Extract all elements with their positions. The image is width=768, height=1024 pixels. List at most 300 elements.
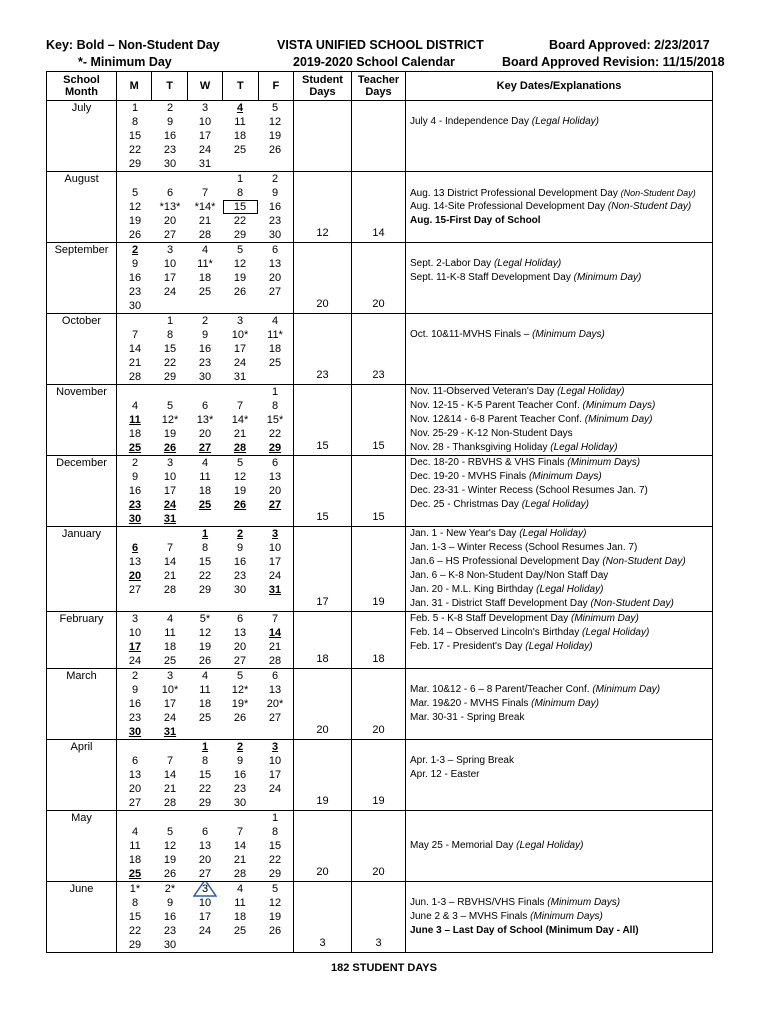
calendar-day: 3 [166,457,174,469]
key-date-line [410,228,712,242]
student-days-count: 19 [294,740,352,811]
key-date-line: Jan. 6 – K-8 Non-Student Day/Non Staff Day [410,570,609,581]
key-date-line [410,172,712,186]
calendar-day: 19 [268,911,282,923]
calendar-day: 27 [163,229,177,241]
week-line [117,285,293,299]
calendar-day: 15 [223,200,258,214]
calendar-day: 13* [196,414,214,426]
col-fri: F [272,80,280,92]
calendar-day: 4 [271,315,279,327]
key-date-line [410,796,712,810]
calendar-day: 4 [131,400,139,412]
week-line [117,186,293,200]
key-minimum-day: *- Minimum Day [78,55,172,69]
key-date-line [410,129,712,143]
calendar-day: 30 [268,229,282,241]
student-days-count: 20 [294,669,352,740]
calendar-day: 26 [128,229,142,241]
calendar-day: 11 [199,471,211,483]
calendar-day: 26 [163,442,177,454]
teacher-days-count: 15 [352,385,406,456]
month-days [117,101,294,172]
key-date-line: Oct. 10&11-MVHS Finals – (Minimum Days) [410,329,605,340]
calendar-day: 3 [271,741,279,753]
calendar-day: 6 [201,400,209,412]
calendar-day: 23 [163,144,177,156]
calendar-day: 29 [163,371,177,383]
calendar-day: 9 [131,471,139,483]
calendar-day: 15 [128,911,142,923]
calendar-day: 17 [163,698,177,710]
week-line [117,427,293,441]
calendar-day: 23 [233,570,247,582]
calendar-day: 27 [128,797,142,809]
calendar-day: 22 [233,215,247,227]
month-name: March [47,669,117,740]
key-date-line: Nov. 11-Observed Veteran's Day (Legal Holiday) [410,386,625,397]
calendar-day: 20 [128,570,142,582]
calendar-day: 1 [271,386,279,398]
month-days [117,811,294,882]
month-name: February [47,612,117,669]
teacher-days-count: 19 [352,527,406,612]
calendar-day: *13* [159,201,181,213]
calendar-day: 24 [163,286,177,298]
calendar-day: 4 [201,244,209,256]
calendar-day: 27 [198,868,212,880]
calendar-day: 18 [198,272,212,284]
calendar-day: 4 [236,102,244,114]
col-teacher-days: Teacher Days [352,72,406,101]
calendar-day: 4 [236,883,244,895]
calendar-day: 22 [163,357,177,369]
calendar-day: 5 [131,187,139,199]
calendar-day: 29 [128,158,142,170]
calendar-day: 22 [198,570,212,582]
week-line [117,640,293,654]
calendar-day: 21 [163,570,177,582]
calendar-day: 7 [166,755,174,767]
key-date-line [410,782,712,796]
key-dates [406,314,713,385]
teacher-days-count: 20 [352,243,406,314]
calendar-day: 26 [233,286,247,298]
calendar-day: 10 [198,116,212,128]
calendar-day: 7 [201,187,209,199]
calendar-day: 15* [266,414,284,426]
calendar-day: 6 [131,542,139,554]
calendar-day: 17 [233,343,247,355]
key-date-line: June 2 & 3 – MVHS Finals (Minimum Days) [410,911,603,922]
calendar-day: 13 [233,627,247,639]
key-date-line [410,811,712,825]
calendar-day: 2 [271,173,279,185]
key-dates [406,811,713,882]
week-line [117,683,293,697]
calendar-day: 20 [198,854,212,866]
triangle-marker-icon [193,882,217,898]
key-date-line: July 4 - Independence Day (Legal Holiday) [410,116,600,127]
calendar-day: 3 [271,528,279,540]
calendar-day: 4 [201,670,209,682]
calendar-day: 16 [198,343,212,355]
week-line [117,356,293,370]
key-date-line: Apr. 12 - Easter [410,769,480,780]
calendar-day: 12 [268,116,282,128]
calendar-day: 24 [268,783,282,795]
calendar-day: 20 [268,485,282,497]
week-line [117,342,293,356]
teacher-days-count: 15 [352,456,406,527]
calendar-day: 23 [198,357,212,369]
calendar-day: 5 [166,400,174,412]
calendar-day: 31 [163,513,177,525]
calendar-day: 19 [198,641,212,653]
calendar-day: 5 [236,670,244,682]
calendar-day: 7 [166,542,174,554]
month-days [117,612,294,669]
calendar-day: 14 [128,343,142,355]
calendar-day: 8 [271,400,279,412]
calendar-day: 8 [201,542,209,554]
key-date-line [410,867,712,881]
calendar-day: 30 [128,726,142,738]
calendar-day: 14* [231,414,249,426]
calendar-day: 6 [271,457,279,469]
calendar-day: 28 [233,442,247,454]
week-line [117,498,293,512]
calendar-day: 28 [198,229,212,241]
col-weekdays [117,72,294,101]
calendar-day: 8 [131,116,139,128]
calendar-day: 15 [268,840,282,852]
key-date-line: May 25 - Memorial Day (Legal Holiday) [410,840,584,851]
calendar-day: 16 [233,769,247,781]
week-line [117,711,293,725]
week-line [117,484,293,498]
key-date-line [410,157,712,171]
calendar-day: 25 [233,144,247,156]
calendar-day: 21 [268,641,282,653]
teacher-days-count: 18 [352,612,406,669]
key-dates [406,243,713,314]
week-line [117,853,293,867]
calendar-day: 4 [166,613,174,625]
calendar-day: 25 [128,442,142,454]
calendar-day: 16 [163,911,177,923]
calendar-day: 31 [163,726,177,738]
calendar-day: 14 [163,769,177,781]
calendar-day: 27 [268,712,282,724]
col-school-month: School Month [47,72,117,101]
calendar-day: 16 [268,201,282,213]
week-line [117,839,293,853]
calendar-day: 22 [268,854,282,866]
calendar-day: 22 [268,428,282,440]
calendar-day: 29 [268,442,282,454]
week-line [117,243,293,257]
calendar-day: 29 [198,797,212,809]
calendar-day: 22 [128,925,142,937]
calendar-day: 3 [201,102,209,114]
week-line [117,470,293,484]
calendar-day: 8 [131,897,139,909]
calendar-day: 20 [163,215,177,227]
week-line [117,200,293,214]
calendar-day: 28 [233,868,247,880]
calendar-day: 3 [236,315,244,327]
month-days [117,456,294,527]
key-date-line: Sept. 2-Labor Day (Legal Holiday) [410,258,562,269]
calendar-day: 9 [131,258,139,270]
teacher-days-count: 20 [352,669,406,740]
week-line [117,228,293,242]
calendar-day: 29 [198,584,212,596]
calendar-day: 9 [201,329,209,341]
calendar-day: 5 [166,826,174,838]
month-days [117,385,294,456]
key-date-line: Jan. 1-3 – Winter Recess (School Resumes Jan. 7) [410,542,638,553]
calendar-day: 11 [164,627,176,639]
month-name: May [47,811,117,882]
col-tue: T [152,72,187,100]
col-student-days: Student Days [294,72,352,101]
calendar-day: 2* [164,883,176,895]
key-date-line: Nov. 12-15 - K-5 Parent Teacher Conf. (Minimum Days) [410,400,656,411]
calendar-day: 4 [131,826,139,838]
month-days [117,172,294,243]
key-date-line [410,825,712,839]
key-date-line: Feb. 14 – Observed Lincoln's Birthday (Legal Holiday) [410,627,650,638]
week-line [117,740,293,754]
calendar-day: 23 [268,215,282,227]
calendar-day: 9 [271,187,279,199]
calendar-day: 5 [236,457,244,469]
calendar-day: 30 [233,584,247,596]
week-line [117,101,293,115]
calendar-day: 26 [233,499,247,511]
week-line [117,626,293,640]
month-row-july [47,101,713,172]
calendar-day: 6 [201,826,209,838]
calendar-day: 1* [129,883,141,895]
calendar-day: 1 [166,315,174,327]
calendar-day: 11 [129,414,141,426]
col-wed: W [188,72,223,100]
col-mon: M [117,72,152,100]
key-date-line [410,725,712,739]
key-dates [406,669,713,740]
week-line [117,583,293,597]
calendar-day: 23 [128,712,142,724]
key-date-line: Dec. 18-20 - RBVHS & VHS Finals (Minimum Days) [410,457,641,468]
calendar-day: 28 [128,371,142,383]
student-days-count: 18 [294,612,352,669]
calendar-day: 30 [233,797,247,809]
key-dates [406,882,713,953]
week-line [117,314,293,328]
week-line [117,299,293,313]
calendar-day: 17 [268,556,282,568]
calendar-day: 12* [231,684,249,696]
calendar-day: 17 [198,911,212,923]
key-date-line: Jan. 20 - M.L. King Birthday (Legal Holiday) [410,584,604,595]
key-date-line [410,370,712,384]
week-line [117,527,293,541]
calendar-day: 7 [271,613,279,625]
key-date-line: Dec. 23-31 - Winter Recess (School Resumes Jan. 7) [410,485,648,496]
student-days-count [294,101,352,172]
calendar-day: 28 [163,797,177,809]
calendar-day: 24 [163,712,177,724]
key-dates [406,101,713,172]
key-date-line: Feb. 17 - President's Day (Legal Holiday) [410,641,593,652]
calendar-day: 30 [163,158,177,170]
calendar-day: 10 [198,897,212,909]
calendar-day: 18 [198,485,212,497]
calendar-day: 16 [128,485,142,497]
month-name: September [47,243,117,314]
school-calendar-table [46,71,713,953]
key-date-line [410,853,712,867]
month-name: July [47,101,117,172]
calendar-day: 11 [234,116,246,128]
calendar-day: 3 [166,670,174,682]
calendar-day: 21 [233,854,247,866]
district-name: VISTA UNIFIED SCHOOL DISTRICT [277,38,484,52]
key-date-line [410,101,712,115]
calendar-day: 26 [268,925,282,937]
key-date-line: Apr. 1-3 – Spring Break [410,755,514,766]
total-student-days: 182 STUDENT DAYS [331,962,437,974]
calendar-day: 12 [233,471,247,483]
calendar-day: 6 [131,755,139,767]
calendar-day: 12 [163,840,177,852]
calendar-day: 3 [188,882,223,896]
calendar-day: 30 [128,300,142,312]
student-days-count: 20 [294,243,352,314]
calendar-day: 17 [268,769,282,781]
calendar-day: 6 [236,613,244,625]
calendar-day: 30 [198,371,212,383]
calendar-day: 10 [163,258,177,270]
key-date-line [410,669,712,683]
calendar-day: 29 [233,229,247,241]
calendar-day: 17 [128,641,142,653]
calendar-day: 2 [131,244,139,256]
month-days [117,527,294,612]
key-date-line: Nov. 28 - Thanksgiving Holiday (Legal Holiday) [410,442,618,453]
calendar-day: 23 [128,499,142,511]
calendar-day: 8 [166,329,174,341]
calendar-day: 25 [268,357,282,369]
calendar-day: 5 [271,102,279,114]
calendar-day: 5 [236,244,244,256]
week-line [117,115,293,129]
calendar-day: 9 [236,542,244,554]
month-row-may [47,811,713,882]
calendar-day: 8 [236,187,244,199]
month-row-september [47,243,713,314]
key-date-line [410,243,712,257]
key-date-line: Nov. 12&14 - 6-8 Parent Teacher Conf. (Minimum Day) [410,414,653,425]
calendar-day: 8 [271,826,279,838]
key-date-line [410,356,712,370]
calendar-day: 24 [268,570,282,582]
teacher-days-count: 20 [352,811,406,882]
calendar-day: 7 [131,329,139,341]
key-date-line: June 3 – Last Day of School (Minimum Day - All) [410,925,639,936]
week-line [117,129,293,143]
calendar-day: 7 [236,400,244,412]
calendar-day: 5 [271,883,279,895]
calendar-day: 11 [129,840,141,852]
calendar-day: 22 [128,144,142,156]
key-date-line: Aug. 13 District Professional Development Day (Non-Student Day) [410,188,696,199]
calendar-day: 21 [163,783,177,795]
calendar-day: 26 [233,712,247,724]
calendar-day: 20 [233,641,247,653]
month-row-february [47,612,713,669]
calendar-day: 18 [163,641,177,653]
calendar-day: 29 [268,868,282,880]
key-date-line [410,512,712,526]
week-line [117,867,293,881]
key-date-line: Aug. 15-First Day of School [410,215,541,226]
calendar-day: 28 [163,584,177,596]
month-row-march [47,669,713,740]
key-date-line: Jan. 1 - New Year's Day (Legal Holiday) [410,528,587,539]
board-revision: Board Approved Revision: 11/15/2018 [502,55,725,69]
week-line [117,172,293,186]
calendar-day: 25 [198,286,212,298]
calendar-day: 25 [198,499,212,511]
calendar-day: 9 [166,897,174,909]
calendar-day: 8 [201,755,209,767]
key-date-line: Jan.6 – HS Professional Development Day (Non-Student Day) [410,556,686,567]
calendar-day: 18 [128,854,142,866]
month-days [117,669,294,740]
key-date-line: Dec. 25 - Christmas Day (Legal Holiday) [410,499,589,510]
calendar-day: 15 [128,130,142,142]
key-date-line: Mar. 19&20 - MVHS Finals (Minimum Day) [410,698,599,709]
student-days-count: 20 [294,811,352,882]
calendar-title: 2019-2020 School Calendar [293,55,455,69]
student-days-count: 12 [294,172,352,243]
week-line [117,654,293,668]
calendar-day: 31 [233,371,247,383]
key-dates [406,172,713,243]
key-date-line: Sept. 11-K-8 Staff Development Day (Minimum Day) [410,272,642,283]
month-name: January [47,527,117,612]
calendar-day: 2 [236,741,244,753]
week-line [117,825,293,839]
col-key-dates: Key Dates/Explanations [406,72,713,101]
month-days [117,243,294,314]
calendar-day: 9 [131,684,139,696]
week-line [117,456,293,470]
teacher-days-count: 23 [352,314,406,385]
calendar-day: 2 [236,528,244,540]
calendar-day: 31 [198,158,212,170]
week-line [117,385,293,399]
teacher-days-count [352,101,406,172]
calendar-day: 27 [233,655,247,667]
calendar-day: 19 [163,854,177,866]
month-row-november [47,385,713,456]
calendar-day: 11* [197,258,213,270]
